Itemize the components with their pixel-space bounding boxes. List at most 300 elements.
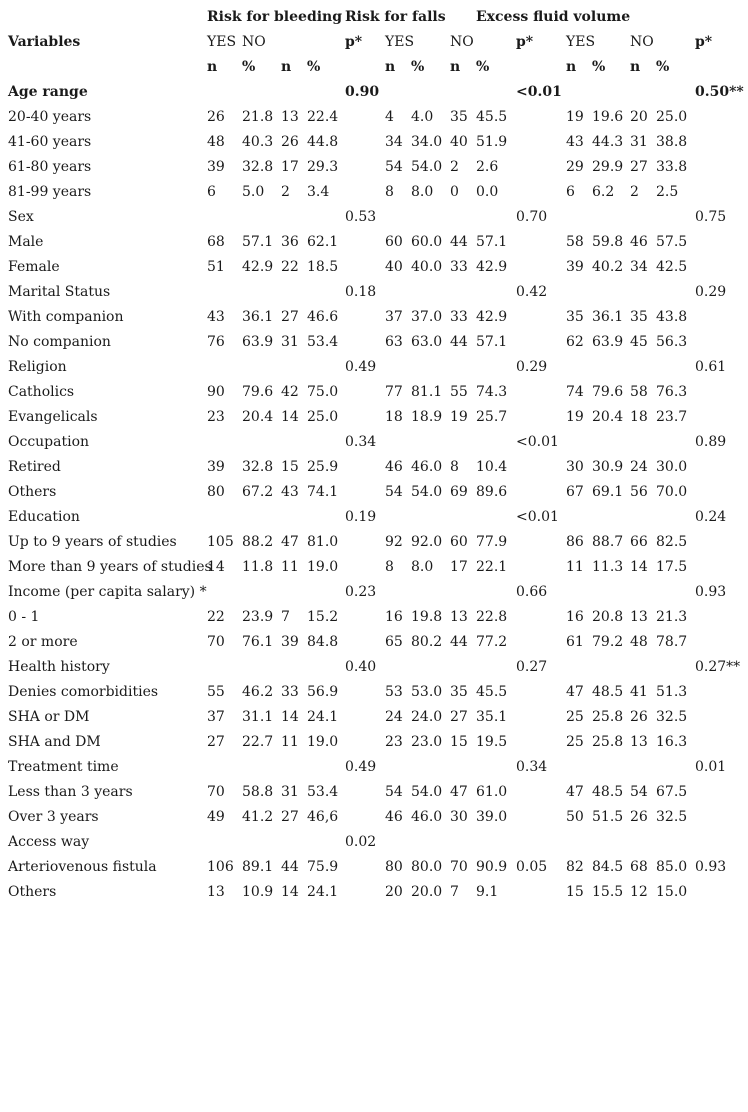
- cell-value: 11: [281, 734, 299, 750]
- cell-value: 80.2: [411, 634, 443, 650]
- cell-value: 45: [630, 334, 648, 350]
- cell-value: 25.8: [592, 709, 624, 725]
- cell-value: 67.2: [242, 484, 274, 500]
- table-row: [0, 133, 748, 158]
- p-value: 0.27**: [695, 659, 741, 675]
- cell-value: 11: [281, 559, 299, 575]
- table-row: [0, 533, 748, 558]
- p-value: 0.93: [695, 859, 727, 875]
- cell-value: 79.6: [242, 384, 274, 400]
- cell-value: 79.2: [592, 634, 624, 650]
- cell-value: 26: [281, 134, 299, 150]
- cell-value: 15.0: [656, 884, 688, 900]
- cell-value: 46.6: [307, 309, 339, 325]
- row-label: Evangelicals: [8, 409, 98, 425]
- cell-value: 106: [207, 859, 234, 875]
- cell-value: 54: [385, 484, 403, 500]
- cell-value: 46: [630, 234, 648, 250]
- n-header: n: [207, 59, 218, 75]
- p-header-bleeding: p*: [345, 34, 363, 50]
- cell-value: 36.1: [592, 309, 624, 325]
- cell-value: 70: [450, 859, 468, 875]
- cell-value: 22.8: [476, 609, 508, 625]
- table-row: [0, 508, 748, 533]
- cell-value: 39.0: [476, 809, 508, 825]
- table-row: [0, 258, 748, 283]
- cell-value: 30.9: [592, 459, 624, 475]
- cell-value: 18.5: [307, 259, 339, 275]
- cell-value: 51.9: [476, 134, 508, 150]
- cell-value: 35: [450, 109, 468, 125]
- cell-value: 89.1: [242, 859, 274, 875]
- cell-value: 14: [281, 409, 299, 425]
- cell-value: 19.0: [307, 734, 339, 750]
- cell-value: 46.0: [411, 809, 443, 825]
- pct-header: %: [592, 59, 606, 75]
- cell-value: 8: [385, 559, 394, 575]
- cell-value: 2: [450, 159, 459, 175]
- cell-value: 0.0: [476, 184, 499, 200]
- group-title-bleeding: Risk for bleeding: [207, 9, 343, 25]
- cell-value: 74.3: [476, 384, 508, 400]
- cell-value: 63: [385, 334, 403, 350]
- table-row: [0, 683, 748, 708]
- no-header-bleeding: NO: [242, 34, 266, 50]
- cell-value: 27: [630, 159, 648, 175]
- table-row: [0, 583, 748, 608]
- cell-value: 27: [281, 809, 299, 825]
- cell-value: 4: [385, 109, 394, 125]
- cell-value: 18: [630, 409, 648, 425]
- cell-value: 8: [385, 184, 394, 200]
- cell-value: 79.6: [592, 384, 624, 400]
- cell-value: 22.7: [242, 734, 274, 750]
- group-title-fluid: Excess fluid volume: [476, 9, 631, 25]
- cell-value: 53: [385, 684, 403, 700]
- p-value: 0.75: [695, 209, 727, 225]
- cell-value: 68: [630, 859, 648, 875]
- cell-value: 77.2: [476, 634, 508, 650]
- cell-value: 88.2: [242, 534, 274, 550]
- cell-value: 37: [385, 309, 403, 325]
- cell-value: 90.9: [476, 859, 508, 875]
- cell-value: 41: [630, 684, 648, 700]
- cell-value: 51.5: [592, 809, 624, 825]
- cell-value: 35: [630, 309, 648, 325]
- cell-value: 82.5: [656, 534, 688, 550]
- cell-value: 80: [207, 484, 225, 500]
- table-row: [0, 358, 748, 383]
- no-header-fluid: NO: [630, 34, 654, 50]
- cell-value: 14: [281, 884, 299, 900]
- cell-value: 44: [450, 634, 468, 650]
- cell-value: 14: [207, 559, 225, 575]
- cell-value: 25.0: [656, 109, 688, 125]
- cell-value: 74.1: [307, 484, 339, 500]
- table-row: [0, 208, 748, 233]
- cell-value: 81.1: [411, 384, 443, 400]
- table-row: [0, 658, 748, 683]
- cell-value: 25: [566, 734, 584, 750]
- table-row: [0, 883, 748, 908]
- row-label: Retired: [8, 459, 61, 475]
- pct-header: %: [307, 59, 321, 75]
- row-label: Up to 9 years of studies: [8, 534, 177, 550]
- table-row: [0, 733, 748, 758]
- p-value: 0.29: [516, 359, 548, 375]
- cell-value: 75.9: [307, 859, 339, 875]
- cell-value: 55: [450, 384, 468, 400]
- p-value: 0.89: [695, 434, 727, 450]
- row-label: More than 9 years of studies: [8, 559, 212, 575]
- cell-value: 6: [207, 184, 216, 200]
- variables-header: Variables: [8, 34, 81, 50]
- cell-value: 32.8: [242, 159, 274, 175]
- cell-value: 67.5: [656, 784, 688, 800]
- cell-value: 77.9: [476, 534, 508, 550]
- cell-value: 13: [450, 609, 468, 625]
- cell-value: 34: [630, 259, 648, 275]
- p-value: 0.70: [516, 209, 548, 225]
- table-row: [0, 808, 748, 833]
- p-value: 0.02: [345, 834, 377, 850]
- p-value: 0.50**: [695, 84, 744, 100]
- n-header: n: [281, 59, 292, 75]
- cell-value: 81.0: [307, 534, 339, 550]
- cell-value: 34.0: [411, 134, 443, 150]
- cell-value: 30.0: [656, 459, 688, 475]
- cell-value: 44.8: [307, 134, 339, 150]
- cell-value: 65: [385, 634, 403, 650]
- cell-value: 62.1: [307, 234, 339, 250]
- cell-value: 13: [281, 109, 299, 125]
- table-row: [0, 833, 748, 858]
- cell-value: 47: [281, 534, 299, 550]
- p-value: 0.61: [695, 359, 727, 375]
- p-value: 0.42: [516, 284, 548, 300]
- cell-value: 21.3: [656, 609, 688, 625]
- n-header: n: [630, 59, 641, 75]
- cell-value: 42.9: [476, 259, 508, 275]
- cell-value: 20: [385, 884, 403, 900]
- row-label: Sex: [8, 209, 34, 225]
- cell-value: 16: [385, 609, 403, 625]
- cell-value: 12: [630, 884, 648, 900]
- cell-value: 70.0: [656, 484, 688, 500]
- table-row: [0, 83, 748, 108]
- cell-value: 22: [207, 609, 225, 625]
- cell-value: 19: [566, 409, 584, 425]
- cell-value: 38.8: [656, 134, 688, 150]
- cell-value: 2.5: [656, 184, 679, 200]
- cell-value: 25.8: [592, 734, 624, 750]
- cell-value: 14: [281, 709, 299, 725]
- cell-value: 43.8: [656, 309, 688, 325]
- cell-value: 105: [207, 534, 234, 550]
- cell-value: 88.7: [592, 534, 624, 550]
- cell-value: 54.0: [411, 784, 443, 800]
- cell-value: 24.1: [307, 709, 339, 725]
- cell-value: 13: [207, 884, 225, 900]
- p-value: 0.49: [345, 359, 377, 375]
- yes-header-falls: YES: [385, 34, 415, 50]
- cell-value: 54: [385, 784, 403, 800]
- cell-value: 23.0: [411, 734, 443, 750]
- cell-value: 55: [207, 684, 225, 700]
- table-row: [0, 708, 748, 733]
- cell-value: 27: [281, 309, 299, 325]
- cell-value: 51.3: [656, 684, 688, 700]
- row-label: Age range: [8, 84, 88, 100]
- p-value: <0.01: [516, 434, 559, 450]
- cell-value: 6: [566, 184, 575, 200]
- row-label: Over 3 years: [8, 809, 99, 825]
- row-label: 0 - 1: [8, 609, 40, 625]
- cell-value: 31: [281, 784, 299, 800]
- yes-header-bleeding: YES: [207, 34, 237, 50]
- cell-value: 39: [281, 634, 299, 650]
- p-value: <0.01: [516, 509, 559, 525]
- cell-value: 69.1: [592, 484, 624, 500]
- table-row: [0, 158, 748, 183]
- row-label: Denies comorbidities: [8, 684, 159, 700]
- cell-value: 15: [566, 884, 584, 900]
- p-header-fluid: p*: [695, 34, 713, 50]
- cell-value: 37.0: [411, 309, 443, 325]
- cell-value: 45.5: [476, 684, 508, 700]
- cell-value: 19.0: [307, 559, 339, 575]
- cell-value: 20.4: [592, 409, 624, 425]
- cell-value: 13: [630, 609, 648, 625]
- cell-value: 47: [566, 684, 584, 700]
- p-value: 0.05: [516, 859, 548, 875]
- cell-value: 39: [207, 459, 225, 475]
- cell-value: 43: [207, 309, 225, 325]
- cell-value: 76: [207, 334, 225, 350]
- cell-value: 50: [566, 809, 584, 825]
- cell-value: 68: [207, 234, 225, 250]
- row-label: 20-40 years: [8, 109, 92, 125]
- cell-value: 53.4: [307, 334, 339, 350]
- cell-value: 90: [207, 384, 225, 400]
- cell-value: 30: [450, 809, 468, 825]
- cell-value: 29.3: [307, 159, 339, 175]
- cell-value: 61.0: [476, 784, 508, 800]
- cell-value: 42.9: [242, 259, 274, 275]
- row-label: Occupation: [8, 434, 90, 450]
- cell-value: 56.9: [307, 684, 339, 700]
- cell-value: 24: [630, 459, 648, 475]
- cell-value: 47: [566, 784, 584, 800]
- row-label: 81-99 years: [8, 184, 92, 200]
- cell-value: 40.3: [242, 134, 274, 150]
- cell-value: 19.8: [411, 609, 443, 625]
- cell-value: 44: [450, 334, 468, 350]
- cell-value: 7: [450, 884, 459, 900]
- cell-value: 89.6: [476, 484, 508, 500]
- n-header: n: [566, 59, 577, 75]
- row-label: Male: [8, 234, 44, 250]
- table-row: [0, 758, 748, 783]
- table-row: [0, 458, 748, 483]
- cell-value: 24.1: [307, 884, 339, 900]
- cell-value: 41.2: [242, 809, 274, 825]
- row-label: Health history: [8, 659, 110, 675]
- cell-value: 76.3: [656, 384, 688, 400]
- table-row: [0, 858, 748, 883]
- cell-value: 14: [630, 559, 648, 575]
- table-row: [0, 408, 748, 433]
- cell-value: 60: [450, 534, 468, 550]
- table-row: [0, 383, 748, 408]
- cell-value: 29.9: [592, 159, 624, 175]
- cell-value: 16.3: [656, 734, 688, 750]
- cell-value: 0: [450, 184, 459, 200]
- cell-value: 43: [566, 134, 584, 150]
- cell-value: 67: [566, 484, 584, 500]
- cell-value: 84.5: [592, 859, 624, 875]
- cell-value: 9.1: [476, 884, 499, 900]
- cell-value: 20: [630, 109, 648, 125]
- table-row: [0, 183, 748, 208]
- table-row: [0, 233, 748, 258]
- cell-value: 31: [630, 134, 648, 150]
- row-label: Access way: [8, 834, 90, 850]
- cell-value: 56.3: [656, 334, 688, 350]
- row-label: No companion: [8, 334, 111, 350]
- cell-value: 40.2: [592, 259, 624, 275]
- cell-value: 25: [566, 709, 584, 725]
- cell-value: 42.9: [476, 309, 508, 325]
- cell-value: 32.8: [242, 459, 274, 475]
- cell-value: 82: [566, 859, 584, 875]
- cell-value: 42: [281, 384, 299, 400]
- p-value: 0.40: [345, 659, 377, 675]
- cell-value: 54: [630, 784, 648, 800]
- cell-value: 57.1: [242, 234, 274, 250]
- cell-value: 48: [630, 634, 648, 650]
- row-label: 2 or more: [8, 634, 78, 650]
- cell-value: 80: [385, 859, 403, 875]
- table-row: [0, 558, 748, 583]
- cell-value: 48.5: [592, 684, 624, 700]
- cell-value: 21.8: [242, 109, 274, 125]
- p-value: 0.27: [516, 659, 548, 675]
- cell-value: 36: [281, 234, 299, 250]
- cell-value: 23: [385, 734, 403, 750]
- cell-value: 86: [566, 534, 584, 550]
- cell-value: 25.0: [307, 409, 339, 425]
- row-label: SHA or DM: [8, 709, 90, 725]
- cell-value: 11.8: [242, 559, 274, 575]
- cell-value: 35.1: [476, 709, 508, 725]
- cell-value: 57.1: [476, 334, 508, 350]
- cell-value: 61: [566, 634, 584, 650]
- cell-value: 22.1: [476, 559, 508, 575]
- cell-value: 77: [385, 384, 403, 400]
- cell-value: 46: [385, 809, 403, 825]
- cell-value: 11.3: [592, 559, 624, 575]
- n-header: n: [450, 59, 461, 75]
- cell-value: 20.4: [242, 409, 274, 425]
- cell-value: 57.1: [476, 234, 508, 250]
- cell-value: 60: [385, 234, 403, 250]
- cell-value: 78.7: [656, 634, 688, 650]
- cell-value: 39: [207, 159, 225, 175]
- cell-value: 33: [450, 309, 468, 325]
- pct-header: %: [476, 59, 490, 75]
- p-value: 0.49: [345, 759, 377, 775]
- cell-value: 70: [207, 634, 225, 650]
- row-label: 41-60 years: [8, 134, 92, 150]
- cell-value: 75.0: [307, 384, 339, 400]
- cell-value: 7: [281, 609, 290, 625]
- cell-value: 36.1: [242, 309, 274, 325]
- row-label: SHA and DM: [8, 734, 101, 750]
- cell-value: 92: [385, 534, 403, 550]
- pct-header: %: [411, 59, 425, 75]
- cell-value: 46: [385, 459, 403, 475]
- cell-value: 35: [450, 684, 468, 700]
- p-value: 0.18: [345, 284, 377, 300]
- cell-value: 57.5: [656, 234, 688, 250]
- p-value: 0.29: [695, 284, 727, 300]
- cell-value: 48.5: [592, 784, 624, 800]
- row-label: Female: [8, 259, 60, 275]
- row-label: Income (per capita salary) *: [8, 584, 207, 600]
- cell-value: 10.4: [476, 459, 508, 475]
- row-label: 61-80 years: [8, 159, 92, 175]
- cell-value: 58.8: [242, 784, 274, 800]
- cell-value: 66: [630, 534, 648, 550]
- cell-value: 19: [566, 109, 584, 125]
- cell-value: 8.0: [411, 184, 434, 200]
- cell-value: 8: [450, 459, 459, 475]
- cell-value: 2: [281, 184, 290, 200]
- cell-value: 92.0: [411, 534, 443, 550]
- cell-value: 60.0: [411, 234, 443, 250]
- cell-value: 24: [385, 709, 403, 725]
- cell-value: 58: [566, 234, 584, 250]
- cell-value: 27: [450, 709, 468, 725]
- cell-value: 8.0: [411, 559, 434, 575]
- cell-value: 23.7: [656, 409, 688, 425]
- cell-value: 13: [630, 734, 648, 750]
- p-value: 0.90: [345, 84, 380, 100]
- table-row: [0, 608, 748, 633]
- cell-value: 69: [450, 484, 468, 500]
- cell-value: 46.0: [411, 459, 443, 475]
- row-label: Education: [8, 509, 80, 525]
- cell-value: 44.3: [592, 134, 624, 150]
- table-row: [0, 333, 748, 358]
- cell-value: 46,6: [307, 809, 339, 825]
- cell-value: 30: [566, 459, 584, 475]
- cell-value: 59.8: [592, 234, 624, 250]
- cell-value: 17: [450, 559, 468, 575]
- yes-header-fluid: YES: [566, 34, 596, 50]
- cell-value: 16: [566, 609, 584, 625]
- cell-value: 22.4: [307, 109, 339, 125]
- n-header: n: [385, 59, 396, 75]
- table-row: [0, 483, 748, 508]
- cell-value: 53.0: [411, 684, 443, 700]
- pct-header: %: [242, 59, 256, 75]
- cell-value: 56: [630, 484, 648, 500]
- cell-value: 6.2: [592, 184, 615, 200]
- cell-value: 46.2: [242, 684, 274, 700]
- cell-value: 26: [207, 109, 225, 125]
